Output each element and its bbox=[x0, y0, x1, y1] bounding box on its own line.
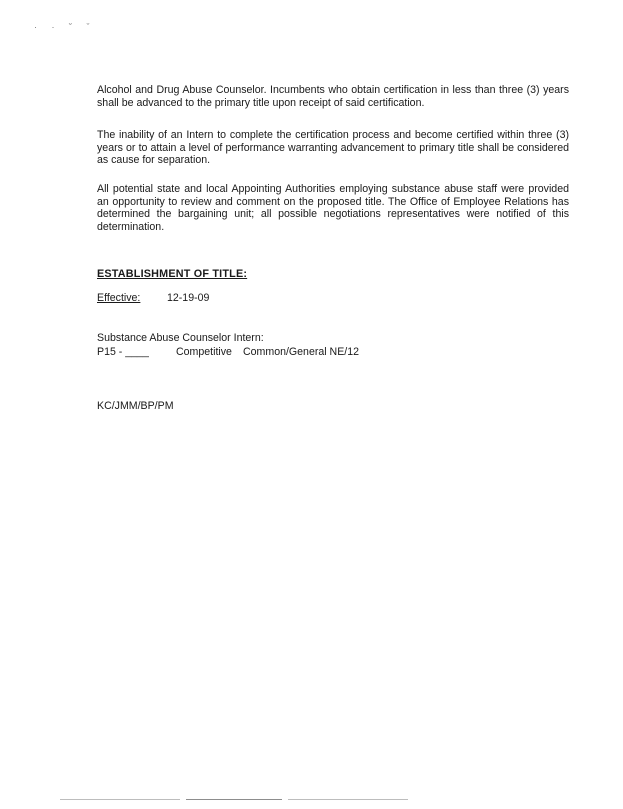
section-heading: ESTABLISHMENT OF TITLE: bbox=[97, 268, 248, 280]
effective-row bbox=[97, 292, 210, 305]
effective-label: Effective: bbox=[97, 292, 141, 304]
scan-specks: · · ˘ ˇ bbox=[34, 22, 96, 32]
scan-artifact-line bbox=[288, 799, 408, 800]
paragraph-separation: The inability of an Intern to complete the certification process and become certified within three (3) years or to attain a level of performance warranting advancement to primary title shall be considered as cause for separation. bbox=[97, 129, 569, 167]
effective-date: 12-19-09 bbox=[167, 292, 210, 304]
paragraph-review: All potential state and local Appointing Authorities employing substance abuse staff were provided an opportunity to review and comment on the proposed title. The Office of Employee Relations has determined the bargaining unit; all possible negotiations representatives were notified of this determination. bbox=[97, 183, 569, 233]
scan-artifact-line bbox=[60, 799, 180, 800]
scan-artifact-line bbox=[186, 799, 282, 800]
paragraph-certification: Alcohol and Drug Abuse Counselor. Incumbents who obtain certification in less than three (3) years shall be advanced to the primary title upon receipt of said certification. bbox=[97, 84, 569, 109]
title-code: P15 - ____ bbox=[97, 346, 149, 358]
author-initials: KC/JMM/BP/PM bbox=[97, 400, 174, 412]
category: Common/General NE/12 bbox=[243, 346, 359, 358]
classification: Competitive bbox=[176, 346, 232, 358]
title-name: Substance Abuse Counselor Intern: bbox=[97, 332, 264, 344]
